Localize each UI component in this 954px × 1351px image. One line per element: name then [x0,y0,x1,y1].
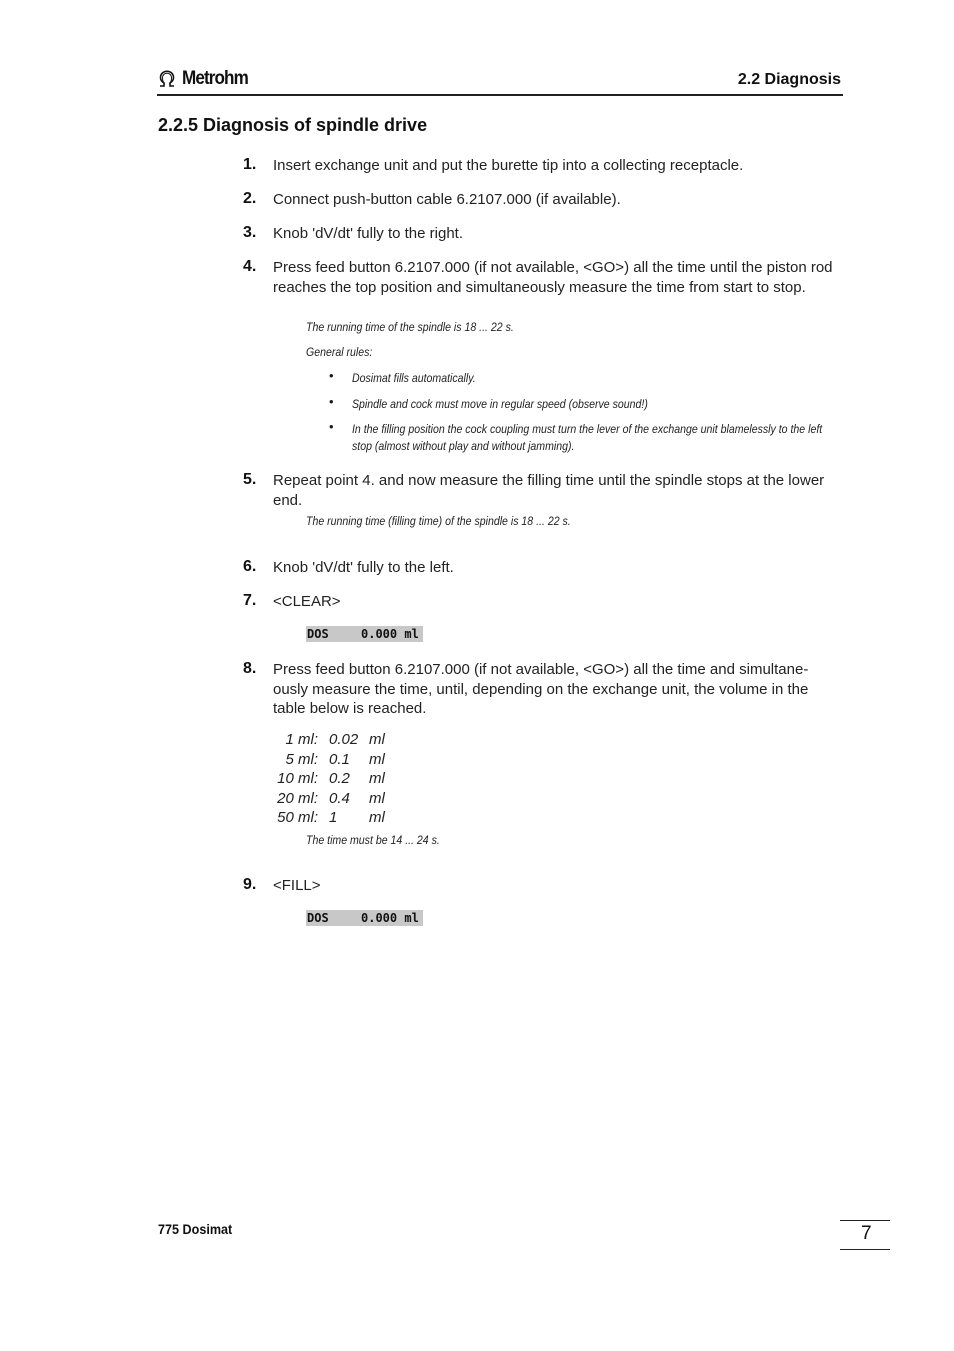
bullet-dot-icon: • [329,368,334,383]
page-number-box [840,1220,890,1250]
step-number: 8. [243,660,257,677]
instrument-display [306,626,423,642]
brand-name: Metrohm [182,68,248,89]
step-number: 1. [243,156,257,173]
step-number: 6. [243,558,257,575]
step-number: 9. [243,876,257,893]
page-number: 7 [861,1223,872,1244]
page-header [157,66,843,96]
exchange-unit-size: 20 ml: [277,789,318,807]
step-number: 5. [243,471,257,488]
volume-unit: ml [369,809,385,826]
section-heading: 2.2.5 Diagnosis of spindle drive [158,115,428,135]
step-text: <CLEAR> [273,593,341,610]
step-number: 2. [243,190,257,207]
header-section-title: 2.2 Diagnosis [737,71,841,88]
bullet-text: Spindle and cock must move in regular speed (observe sound!) [352,397,648,411]
metrohm-omega-logo-icon [157,69,177,89]
bullet-dot-icon: • [329,394,334,409]
volume-value: 0.1 [329,750,350,768]
exchange-unit-size: 1 ml: [285,731,318,748]
display-value: 0.000 ml [361,627,419,641]
step-number: 3. [243,224,257,241]
display-value: 0.000 ml [361,911,419,925]
step-number: 7. [243,592,257,609]
display-mode: DOS [307,627,329,641]
exchange-unit-size: 10 ml: [277,770,318,787]
footer-product-title: 775 Dosimat [158,1221,233,1237]
volume-unit: ml [369,750,385,768]
step-text: Repeat point 4. and now measure the filling time until the spindle stops at the lower end. [273,472,825,509]
step-text: Knob 'dV/dt' fully to the right. [273,225,464,242]
step-text: Insert exchange unit and put the burette tip into a collecting receptacle. [273,157,744,174]
display-mode: DOS [307,911,329,925]
step-text: Connect push-button cable 6.2107.000 (if available). [273,191,621,208]
instrument-display [306,910,423,926]
step-number: 4. [243,258,257,275]
note-general-rules: General rules: [306,345,373,359]
brand-logo [157,68,255,90]
volume-value: 0.4 [329,789,350,807]
step-text: Knob 'dV/dt' fully to the left. [273,559,454,576]
note-time-range: The time must be 14 ... 24 s. [306,833,440,847]
step-text: Press feed button 6.2107.000 (if not available, <GO>) all the time and simultane-ously measure the time, until, depending on the exchange unit, the volume in the table below is reached. [273,661,809,717]
bullet-dot-icon: • [329,419,334,434]
volume-unit: ml [369,731,385,748]
note-running-time: The running time of the spindle is 18 ... 22 s. [306,320,514,334]
bullet-text: Dosimat fills automatically. [352,371,476,385]
volume-value: 0.2 [329,770,350,787]
step-text: Press feed button 6.2107.000 (if not available, <GO>) all the time until the piston rod reaches the top position and simultaneously measure the time from start to stop. [273,259,833,296]
volume-value: 0.02 [329,731,359,748]
volume-value: 1 [329,809,338,826]
bullet-text: In the filling position the cock coupling must turn the lever of the exchange unit blamelessly to the left stop (almost without play and without jamming). [352,422,823,453]
volume-unit: ml [369,789,385,807]
exchange-unit-size: 50 ml: [277,809,318,826]
step-text: <FILL> [273,877,321,894]
exchange-unit-size: 5 ml: [285,750,318,768]
note-filling-time: The running time (filling time) of the spindle is 18 ... 22 s. [306,514,571,528]
volume-unit: ml [369,770,385,787]
